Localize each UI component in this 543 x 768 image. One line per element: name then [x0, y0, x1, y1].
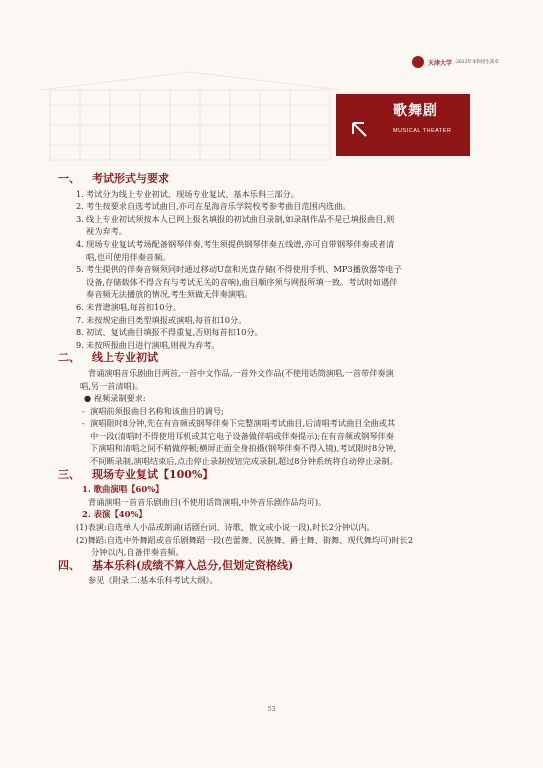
- paragraph: 背诵演唱音乐剧曲目两首,一首中文作品,一首外文作品(不使用话筒演唱,一首带伴奏演 唱,另一首清唱)。: [80, 367, 394, 391]
- section-heading: 四、 基本乐科(成绩不算入总分,但划定资格线): [58, 558, 294, 572]
- paragraph: (2)舞蹈:自选中外舞蹈或音乐剧舞蹈一段(芭蕾舞、民族舞、爵士舞、街舞、现代舞均可)时长2 分钟以内,自备伴奏音频。: [76, 534, 414, 558]
- category-banner: [336, 94, 470, 156]
- requirements-list: [58, 188, 498, 352]
- bullet-icon: ●: [84, 393, 92, 404]
- list-item: 4. 现场专业复试考场配备钢琴伴奏,考生须提供钢琴伴奏五线谱,亦可自带钢琴伴奏或者清 唱,也可使用伴奏音频。: [76, 238, 395, 262]
- main-content: [58, 172, 498, 587]
- list-item: 1. 考试分为线上专业初试、现场专业复试、基本乐科三部分。: [76, 188, 299, 199]
- list-item: - 演唱前须报曲目名称和该曲目的调号;: [82, 405, 224, 416]
- subheading: 1. 歌曲演唱【60%】: [82, 484, 164, 495]
- building-watermark: [40, 70, 340, 165]
- logo-subtitle: 2023年本科招生简章: [456, 60, 499, 65]
- banner-title: 歌舞剧: [393, 103, 438, 119]
- section-heading: 二、 线上专业初试: [58, 351, 158, 365]
- banner-subtitle: MUSICAL THEATER: [393, 128, 452, 134]
- list-item: 9. 未按所报曲目进行演唱,则视为弃考。: [76, 339, 220, 350]
- arrow-up-left-icon: [350, 120, 370, 140]
- list-item: 2. 考生按要求自选考试曲目,亦可在星海音乐学院校考参考曲目范围内选曲。: [76, 201, 351, 212]
- university-logo: [412, 56, 499, 68]
- paragraph: (1)表演:自选单人小品或朗诵(话剧台词、诗歌、散文或小说一段),时长2分钟以内。: [76, 522, 375, 533]
- list-item: 3. 线上专业初试须按本人已网上报名填报的初试曲目录制,如录制作品不是已填报曲目,则 视为弃考。: [76, 213, 395, 237]
- page-number: 53: [267, 706, 276, 713]
- list-item: - 演唱限时8分钟,先在有音频或钢琴伴奏下完整演唱考试曲目,后清唱考试曲目全曲或其 中一段(清唱时不得使用耳机或其它电子设备做伴唱或伴奏提示);在有音频或钢琴伴奏 下演唱和清唱之间不稍做停顿;横屏正面全身拍摄(钢琴伴奏不得入镜),考试限时8分钟, 不间断录制,演唱结束后,点击停止录制按钮完成录制,超过8分钟系统将自动停止录制。: [82, 418, 398, 467]
- list-item: 8. 初试、复试曲目填报不得重复,否则每首扣10分。: [76, 327, 263, 338]
- list-item: ● 视频录制要求:: [84, 393, 146, 404]
- list-item: 7. 未按规定曲目类型填报或演唱,每首扣10分。: [76, 314, 247, 325]
- subheading: 2. 表演【40%】: [82, 509, 147, 520]
- list-item: 6. 未背谱演唱,每首扣10分。: [76, 301, 181, 312]
- section-heading: 一、 考试形式与要求: [58, 172, 169, 185]
- section-heading: 三、 现场专业复试【100%】: [58, 467, 214, 481]
- logo-name: 天津大学: [428, 59, 453, 67]
- list-item: 5. 考生提供的伴奏音频须同时通过移动U盘和光盘存储(不得使用手机、MP3播放器等电子 设备,存储载体不得含有与考试无关的音响),曲目顺序须与网报所填一致。考试时如遇伴 奏音频无法播放的情况,考生须做无伴奏演唱。: [76, 264, 402, 300]
- seal-icon: [412, 56, 424, 68]
- paragraph: 背诵演唱一首音乐剧曲目(不使用话筒演唱,中外音乐剧作品均可)。: [88, 496, 327, 507]
- paragraph: 参见《附录二:基本乐科考试大纲》。: [88, 575, 218, 586]
